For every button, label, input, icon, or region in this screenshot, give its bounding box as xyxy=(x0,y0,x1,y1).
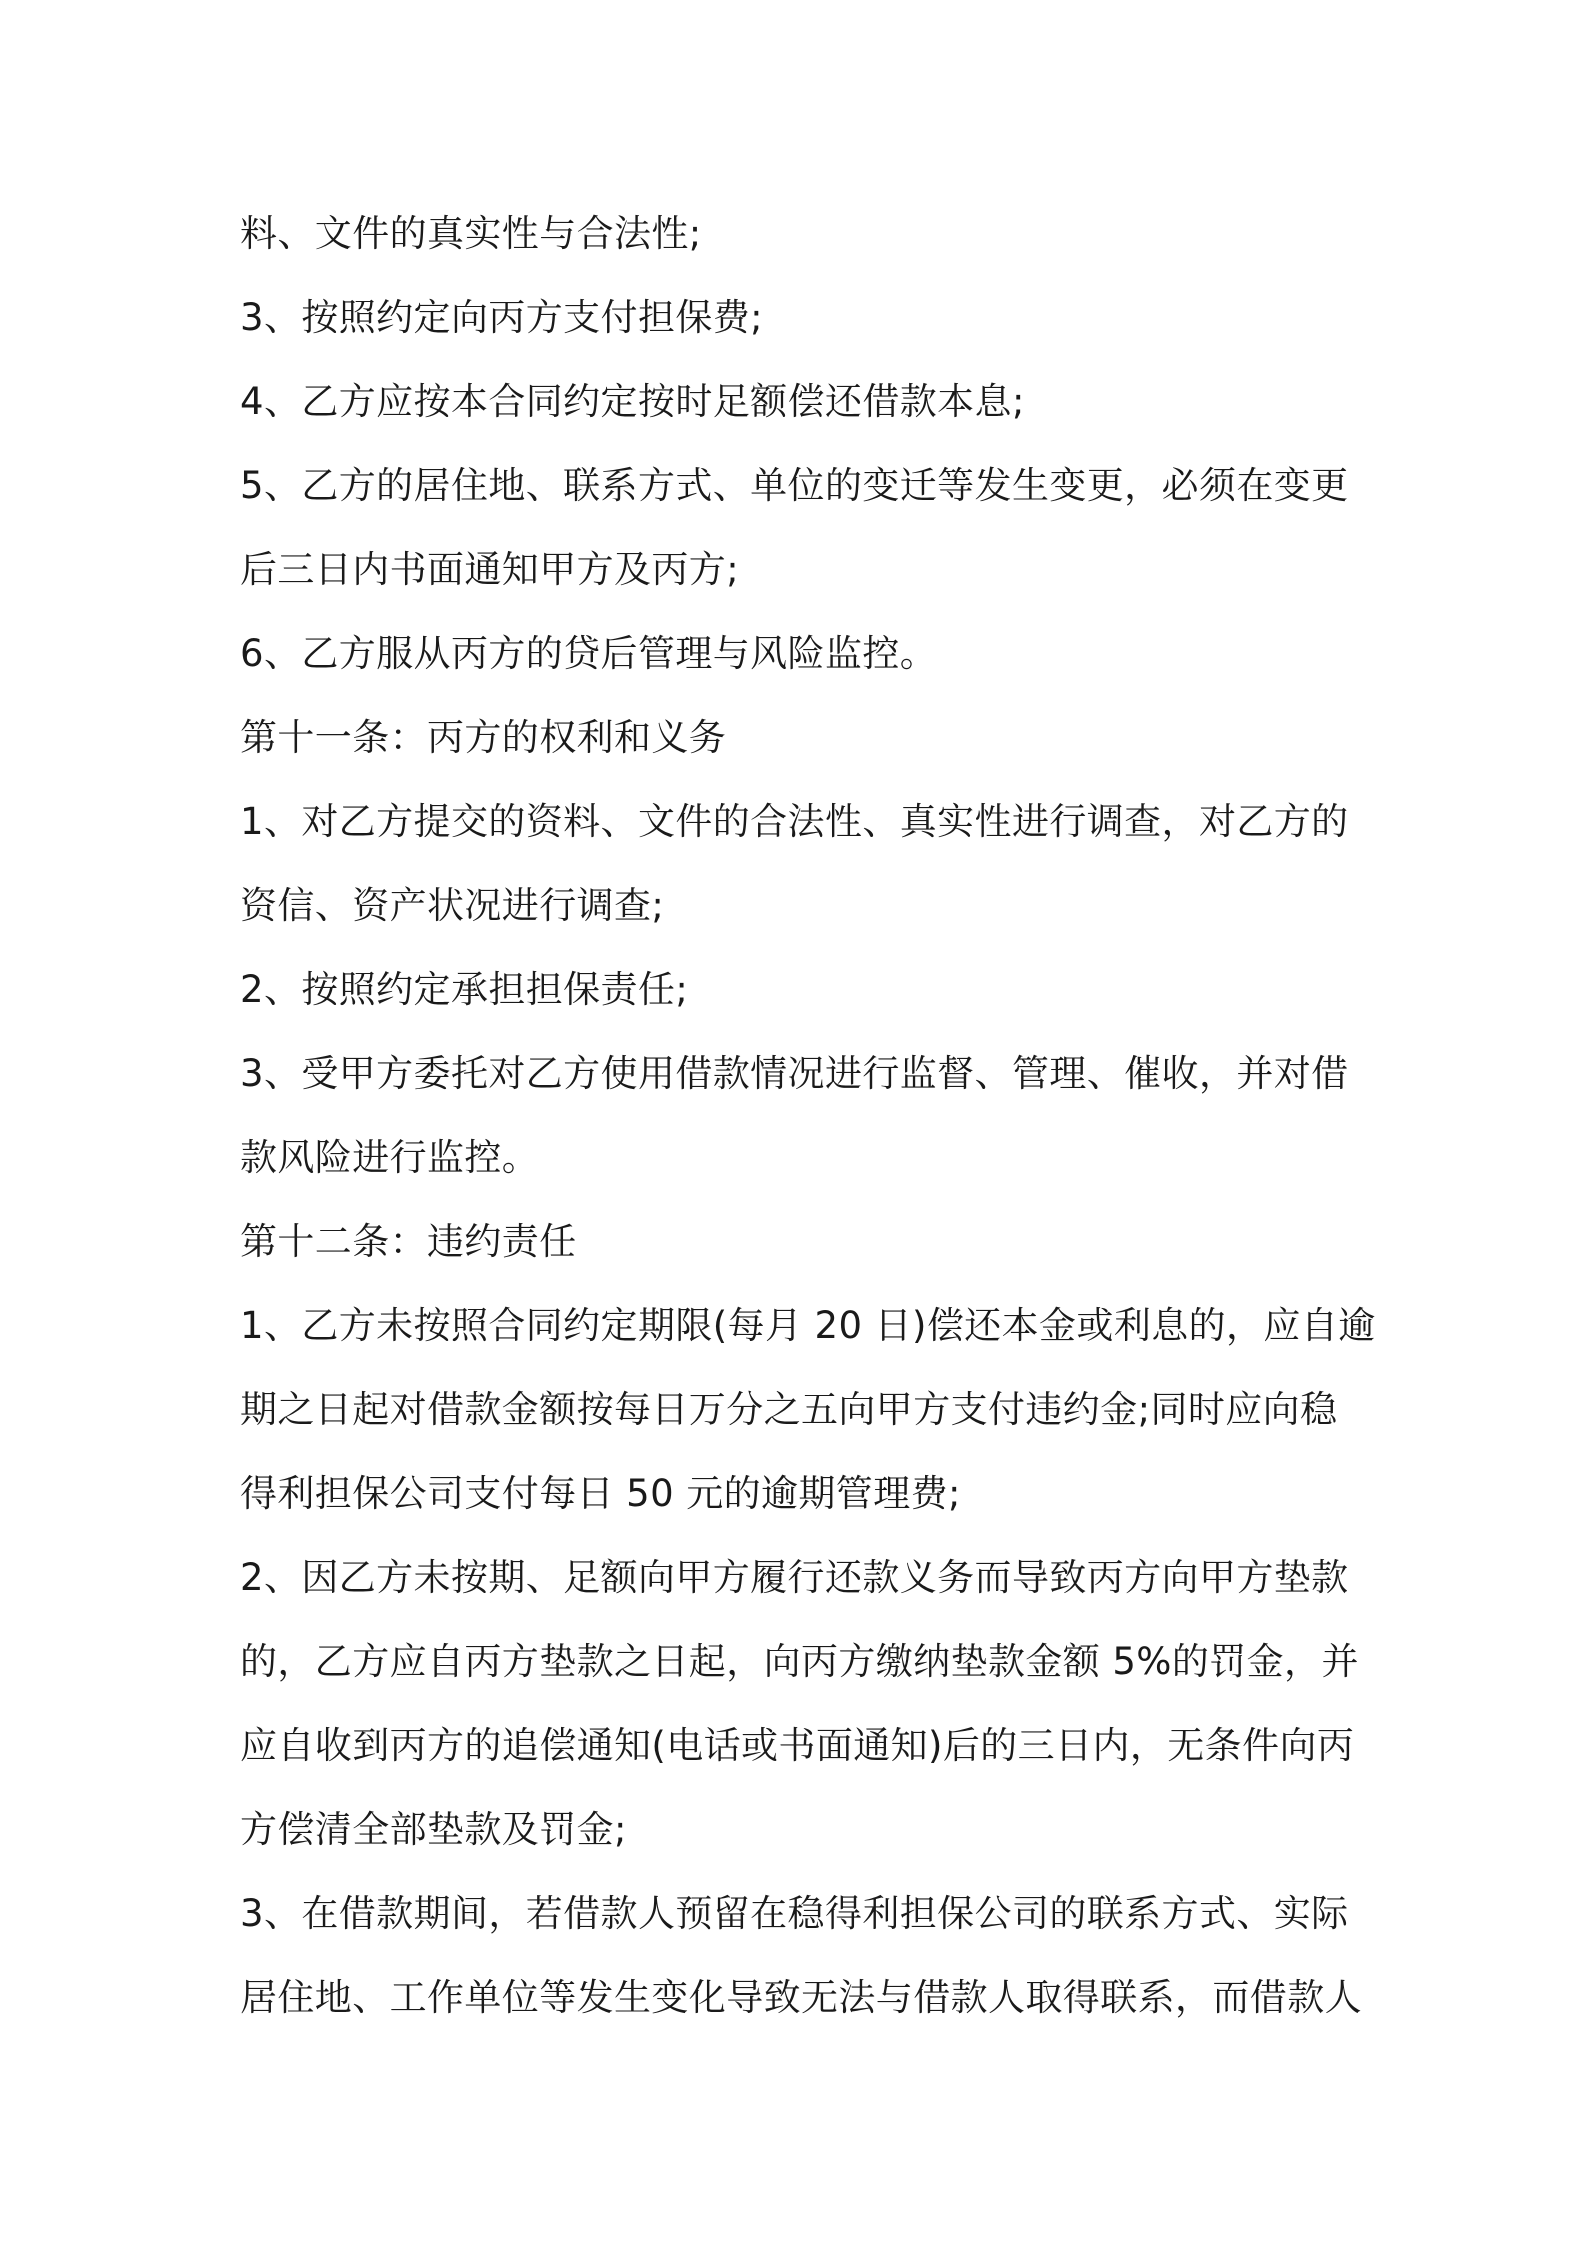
section-heading: 第十一条：丙方的权利和义务 xyxy=(240,716,727,759)
text-line: 4、乙方应按本合同约定按时足额偿还借款本息; xyxy=(240,380,1025,423)
text-line: 期之日起对借款金额按每日万分之五向甲方支付违约金;同时应向稳 xyxy=(240,1388,1338,1431)
text-line: 2、按照约定承担担保责任; xyxy=(240,968,689,1011)
text-line: 后三日内书面通知甲方及丙方; xyxy=(240,548,740,591)
text-line: 3、受甲方委托对乙方使用借款情况进行监督、管理、催收，并对借 xyxy=(240,1052,1349,1095)
text-line: 3、按照约定向丙方支付担保费; xyxy=(240,296,764,339)
document-body xyxy=(240,192,1376,2040)
text-line: 3、在借款期间，若借款人预留在稳得利担保公司的联系方式、实际 xyxy=(240,1892,1349,1935)
text-line: 料、文件的真实性与合法性; xyxy=(240,212,702,255)
text-line: 应自收到丙方的追偿通知(电话或书面通知)后的三日内，无条件向丙 xyxy=(240,1724,1355,1767)
text-line: 1、对乙方提交的资料、文件的合法性、真实性进行调查，对乙方的 xyxy=(240,800,1349,843)
text-line: 5、乙方的居住地、联系方式、单位的变迁等发生变更，必须在变更 xyxy=(240,464,1349,507)
text-line: 得利担保公司支付每日 50 元的逾期管理费; xyxy=(240,1472,961,1515)
text-line: 方偿清全部垫款及罚金; xyxy=(240,1808,627,1851)
text-line: 6、乙方服从丙方的贷后管理与风险监控。 xyxy=(240,632,938,675)
text-line: 资信、资产状况进行调查; xyxy=(240,884,665,927)
text-line: 2、因乙方未按期、足额向甲方履行还款义务而导致丙方向甲方垫款 xyxy=(240,1556,1349,1599)
section-heading: 第十二条：违约责任 xyxy=(240,1220,577,1263)
text-line: 款风险进行监控。 xyxy=(240,1136,540,1179)
text-line: 1、乙方未按照合同约定期限(每月 20 日)偿还本金或利息的，应自逾 xyxy=(240,1304,1376,1347)
text-line: 居住地、工作单位等发生变化导致无法与借款人取得联系，而借款人 xyxy=(240,1976,1362,2019)
text-line: 的，乙方应自丙方垫款之日起，向丙方缴纳垫款金额 5%的罚金，并 xyxy=(240,1640,1359,1683)
